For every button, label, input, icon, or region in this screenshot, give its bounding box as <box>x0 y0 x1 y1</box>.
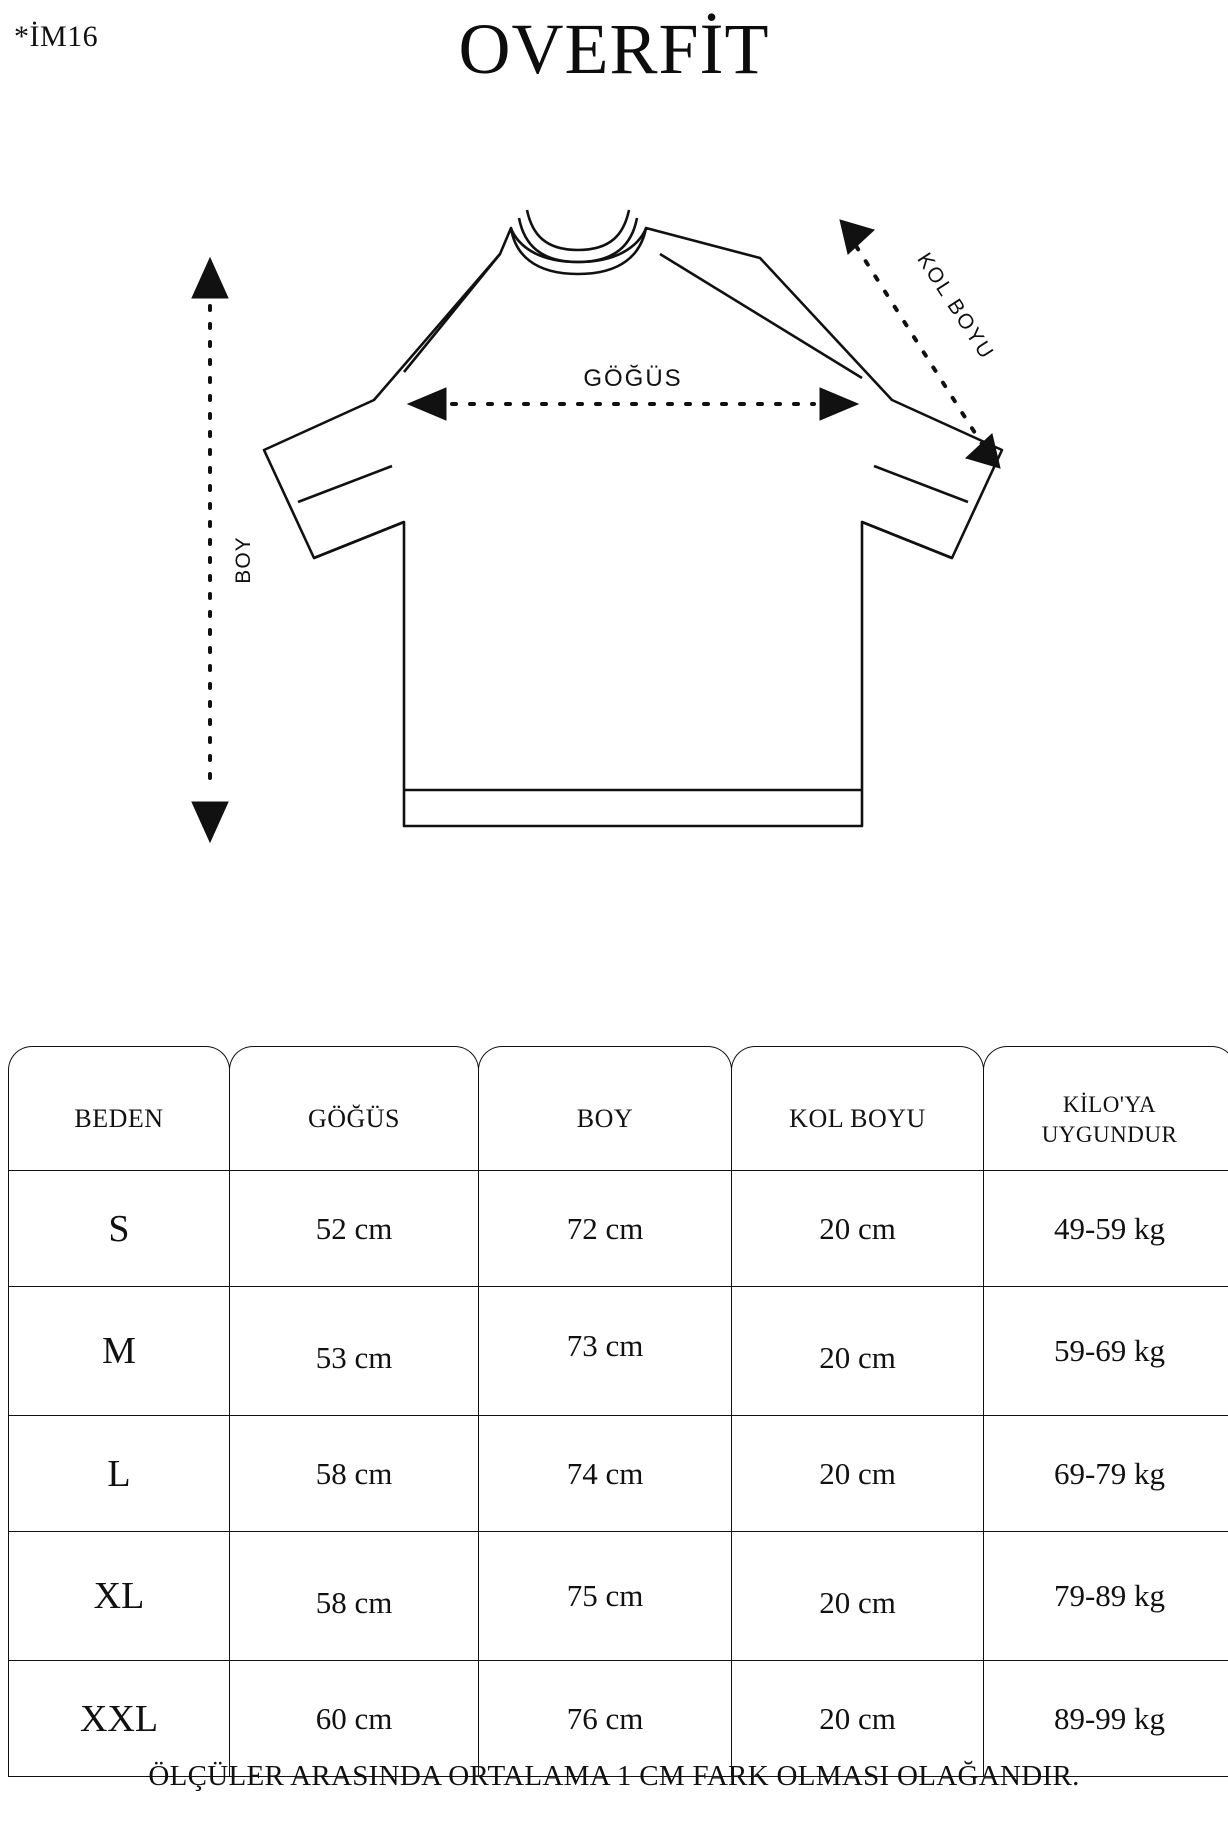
table-row <box>9 1287 1228 1416</box>
diagram-length-label: BOY <box>232 536 255 584</box>
cell-kilo: 59-69 kg <box>984 1287 1228 1416</box>
table-header-beden-label: BEDEN <box>74 1104 164 1133</box>
cell-kilo: 79-89 kg <box>984 1532 1228 1661</box>
cell-kilo: 69-79 kg <box>984 1416 1228 1532</box>
diagram-chest-label: GÖĞÜS <box>583 365 683 392</box>
table-header-row <box>9 1068 1228 1171</box>
cell-kol-boyu: 20 cm <box>732 1287 984 1416</box>
size-chart-table <box>8 1068 1220 1777</box>
page-code-label: *İM16 <box>14 20 99 53</box>
cell-kilo: 89-99 kg <box>984 1661 1228 1777</box>
table-row <box>9 1532 1228 1661</box>
table-row <box>9 1171 1228 1287</box>
cell-boy: 76 cm <box>479 1661 732 1777</box>
header-tab-shape <box>8 1046 230 1070</box>
diagram-sleeve-label: KOL BOYU <box>912 248 999 365</box>
table-header-kilo-line2: UYGUNDUR <box>1041 1122 1178 1147</box>
footer-note: ÖLÇÜLER ARASINDA ORTALAMA 1 CM FARK OLMASI OLAĞANDIR. <box>148 1760 1080 1792</box>
table-header-kilo-line1: KİLO'YA <box>1062 1092 1157 1117</box>
header-tab-shape <box>731 1046 984 1070</box>
table-header-beden <box>9 1068 230 1171</box>
table-header-kilo <box>984 1068 1228 1171</box>
header-tab-shape <box>983 1046 1228 1070</box>
header-tab-shape <box>478 1046 732 1070</box>
cell-beden: XXL <box>9 1661 230 1777</box>
cell-beden: XL <box>9 1532 230 1661</box>
cell-kol-boyu: 20 cm <box>732 1171 984 1287</box>
table-header-boy-label: BOY <box>576 1104 634 1133</box>
cell-boy: 73 cm <box>479 1287 732 1416</box>
cell-gogus: 58 cm <box>230 1416 479 1532</box>
size-diagram <box>0 150 1228 980</box>
cell-kol-boyu: 20 cm <box>732 1661 984 1777</box>
cell-beden: L <box>9 1416 230 1532</box>
table-header-kol-boyu-label: KOL BOYU <box>789 1104 926 1133</box>
cell-kilo: 49-59 kg <box>984 1171 1228 1287</box>
table-header-gogus-label: GÖĞÜS <box>307 1104 401 1133</box>
brand-title: OVERFİT <box>458 9 770 89</box>
table-header-gogus <box>230 1068 479 1171</box>
cell-gogus: 52 cm <box>230 1171 479 1287</box>
cell-gogus: 60 cm <box>230 1661 479 1777</box>
cell-kol-boyu: 20 cm <box>732 1416 984 1532</box>
header-tab-shape <box>229 1046 479 1070</box>
arrow-chest-double <box>408 388 858 420</box>
cell-boy: 75 cm <box>479 1532 732 1661</box>
cell-kol-boyu: 20 cm <box>732 1532 984 1661</box>
cell-beden: M <box>9 1287 230 1416</box>
cell-gogus: 53 cm <box>230 1287 479 1416</box>
table-header-kilo-label <box>1042 1092 1178 1147</box>
cell-beden: S <box>9 1171 230 1287</box>
table-row <box>9 1416 1228 1532</box>
cell-boy: 74 cm <box>479 1416 732 1532</box>
cell-boy: 72 cm <box>479 1171 732 1287</box>
arrow-length-double <box>192 258 228 842</box>
table-header-boy <box>479 1068 732 1171</box>
tshirt-outline-icon <box>264 210 1002 826</box>
cell-gogus: 58 cm <box>230 1532 479 1661</box>
table-header-kol-boyu <box>732 1068 984 1171</box>
